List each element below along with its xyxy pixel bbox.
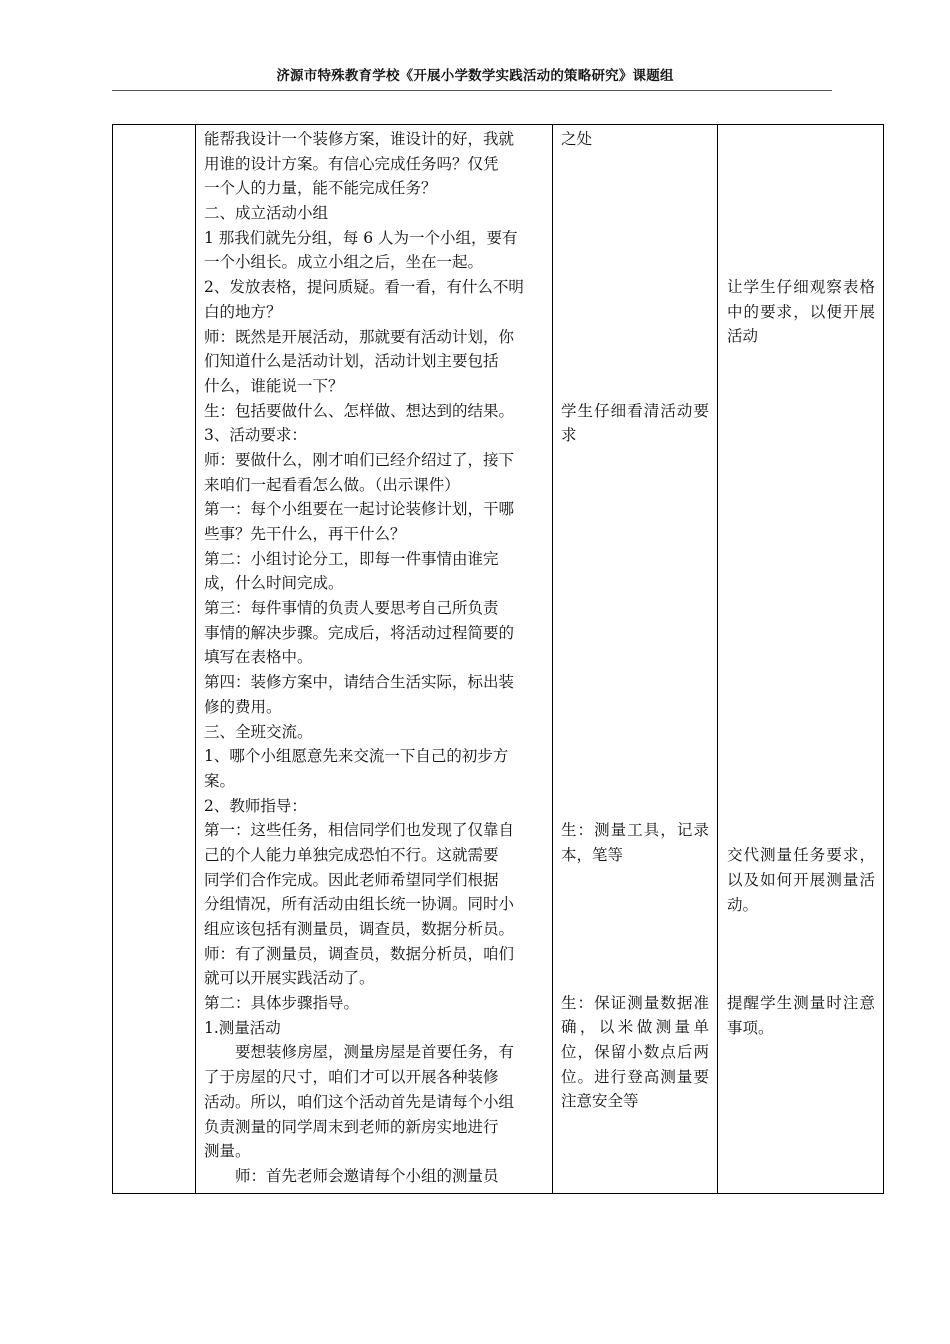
- text-line: 填写在表格中。: [204, 648, 313, 667]
- design-note: 让学生仔细观察表格中的要求，以便开展活动: [727, 278, 875, 346]
- text-line: 案。: [204, 771, 236, 790]
- text-line: 修的费用。: [204, 697, 282, 716]
- table-row: [113, 125, 884, 1194]
- text-line: 一个人的力量，能不能完成任务？: [204, 179, 437, 198]
- text-line: 要想装修房屋，测量房屋是首要任务，有: [235, 1043, 515, 1062]
- spacer: [561, 868, 709, 991]
- text-line: 能帮我设计一个装修方案，谁设计的好，我就: [204, 130, 515, 148]
- text-line: 成，什么时间完成。: [204, 574, 344, 593]
- text-line: 白的地方？: [204, 302, 282, 321]
- header-divider: [112, 90, 832, 91]
- text-line: 第二：具体步骤指导。: [204, 994, 360, 1013]
- text-line: 师：首先老师会邀请每个小组的测量员: [235, 1166, 499, 1185]
- text-line: 同学们合作完成。因此老师希望同学们根据: [204, 870, 499, 889]
- text-line: 组应该包括有测量员，调查员，数据分析员。: [204, 920, 515, 938]
- text-line: 2、发放表格，提问质疑。看一看，有什么不明: [204, 278, 524, 297]
- spacer: [561, 448, 709, 818]
- text-line: 1.测量活动: [204, 1018, 281, 1037]
- text-line: 师：要做什么，刚才咱们已经介绍过了，接下: [204, 450, 515, 469]
- student-note: 学生仔细看清活动要求: [561, 401, 709, 445]
- lesson-plan-table: [112, 124, 884, 1194]
- text-line: 1、哪个小组愿意先来交流一下自己的初步方: [204, 747, 509, 766]
- student-note: 生：保证测量数据准确，以米做测量单位，保留小数点后两位。进行登高测量要注意安全等: [561, 993, 709, 1111]
- spacer: [727, 349, 875, 843]
- text-line: 生：包括要做什么、怎样做、想达到的结果。: [204, 401, 515, 420]
- spacer: [727, 917, 875, 991]
- text-line: 事情的解决步骤。完成后，将活动过程简要的: [204, 623, 515, 642]
- design-note: 提醒学生测量时注意事项。: [727, 994, 875, 1037]
- student-activity-cell: [553, 125, 718, 1194]
- text-line: 什么，谁能说一下？: [204, 376, 344, 395]
- text-line: 活动。所以，咱们这个活动首先是请每个小组: [204, 1092, 515, 1111]
- text-line: 测量。: [204, 1142, 251, 1161]
- text-line: 第三：每件事情的负责人要思考自己所负责: [204, 599, 499, 618]
- text-line: 就可以开展实践活动了。: [204, 969, 375, 988]
- design-intent-cell: [718, 125, 884, 1194]
- text-line: 1 那我们就先分组，每 6 人为一个小组，要有: [204, 228, 518, 247]
- text-line: 第一：这些任务，相信同学们也发现了仅靠自: [204, 821, 515, 840]
- student-note: 之处: [561, 130, 593, 148]
- text-line: 些事？先干什么，再干什么？: [204, 525, 406, 543]
- text-line: 己的个人能力单独完成恐怕不行。这就需要: [204, 845, 499, 864]
- teaching-process-cell: [196, 125, 553, 1194]
- student-note: 生：测量工具，记录本，笔等: [561, 821, 709, 864]
- text-line: 师：既然是开展活动，那就要有活动计划，你: [204, 327, 515, 346]
- page-header-title: 济源市特殊教育学校《开展小学数学实践活动的策略研究》课题组: [276, 68, 674, 84]
- text-line: 分组情况，所有活动由组长统一协调。同时小: [204, 895, 515, 914]
- text-line: 第一：每个小组要在一起讨论装修计划，干哪: [204, 500, 515, 519]
- text-line: 了于房屋的尺寸，咱们才可以开展各种装修: [204, 1068, 499, 1087]
- text-line: 2、教师指导：: [204, 796, 307, 815]
- text-line: 来咱们一起看看怎么做。（出示课件）: [204, 475, 460, 494]
- design-note: 交代测量任务要求，以及如何开展测量活动。: [727, 846, 875, 914]
- section-heading: 二、成立活动小组: [204, 204, 329, 223]
- text-line: 3、活动要求：: [204, 426, 307, 445]
- spacer: [727, 127, 875, 275]
- text-line: 们知道什么是活动计划，活动计划主要包括: [204, 352, 499, 371]
- text-line: 第四：装修方案中，请结合生活实际，标出装: [204, 673, 515, 692]
- empty-label-cell: [113, 125, 196, 1194]
- text-line: 一个小组长。成立小组之后，坐在一起。: [204, 253, 484, 272]
- text-line: 用谁的设计方案。有信心完成任务吗？仅凭: [204, 154, 499, 173]
- spacer: [561, 152, 709, 399]
- text-line: 第二：小组讨论分工，即每一件事情由谁完: [204, 549, 499, 568]
- text-line: 师：有了测量员，调查员，数据分析员，咱们: [204, 944, 515, 963]
- section-heading: 三、全班交流。: [204, 722, 313, 741]
- text-line: 负责测量的同学周末到老师的新房实地进行: [204, 1117, 499, 1136]
